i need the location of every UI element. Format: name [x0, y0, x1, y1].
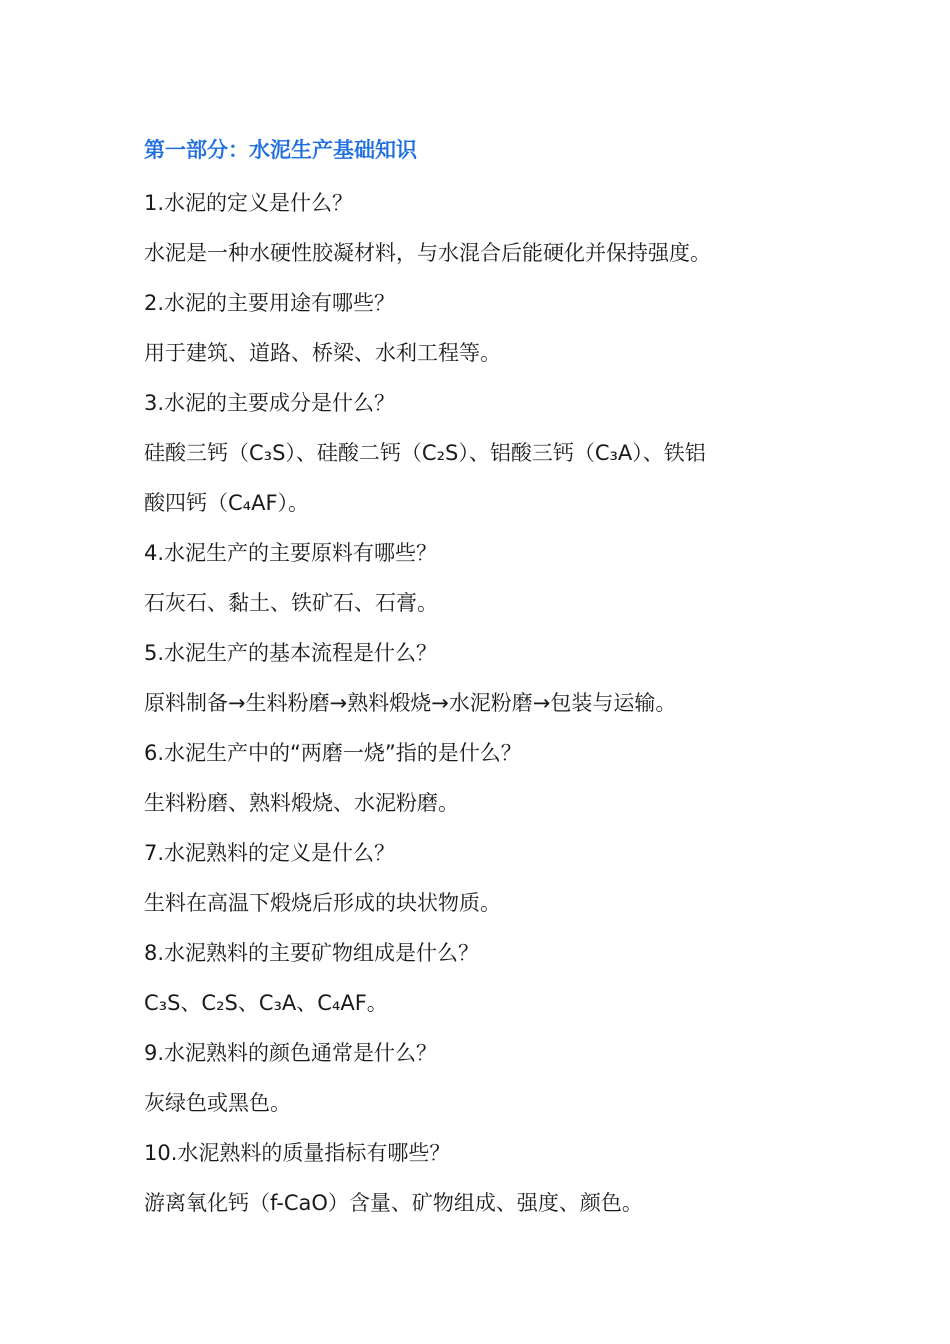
answer-2: 用于建筑、道路、桥梁、水利工程等。	[144, 341, 501, 365]
question-10: 10.水泥熟料的质量指标有哪些？	[144, 1141, 451, 1165]
question-8: 8.水泥熟料的主要矿物组成是什么？	[144, 941, 480, 965]
answer-1: 水泥是一种水硬性胶凝材料，与水混合后能硬化并保持强度。	[144, 241, 711, 265]
question-3: 3.水泥的主要成分是什么？	[144, 391, 396, 415]
answer-4: 石灰石、黏土、铁矿石、石膏。	[144, 591, 438, 615]
answer-3-line-2: 酸四钙（C₄AF）。	[144, 491, 310, 515]
answer-8: C₃S、C₂S、C₃A、C₄AF。	[144, 991, 388, 1015]
question-5: 5.水泥生产的基本流程是什么？	[144, 641, 438, 665]
question-7: 7.水泥熟料的定义是什么？	[144, 841, 396, 865]
answer-6: 生料粉磨、熟料煅烧、水泥粉磨。	[144, 791, 459, 815]
question-9: 9.水泥熟料的颜色通常是什么？	[144, 1041, 438, 1065]
answer-9: 灰绿色或黑色。	[144, 1091, 291, 1115]
answer-10: 游离氧化钙（f-CaO）含量、矿物组成、强度、颜色。	[144, 1191, 643, 1215]
question-4: 4.水泥生产的主要原料有哪些？	[144, 541, 438, 565]
question-6: 6.水泥生产中的“两磨一烧”指的是什么？	[144, 741, 522, 765]
answer-7: 生料在高温下煅烧后形成的块状物质。	[144, 891, 501, 915]
document-page	[144, 128, 824, 1228]
section-title: 第一部分：水泥生产基础知识	[144, 138, 417, 162]
answer-5: 原料制备→生料粉磨→熟料煅烧→水泥粉磨→包装与运输。	[144, 691, 677, 715]
answer-3-line-1: 硅酸三钙（C₃S）、硅酸二钙（C₂S）、铝酸三钙（C₃A）、铁铝	[144, 441, 706, 465]
question-2: 2.水泥的主要用途有哪些？	[144, 291, 396, 315]
question-1: 1.水泥的定义是什么？	[144, 191, 354, 215]
